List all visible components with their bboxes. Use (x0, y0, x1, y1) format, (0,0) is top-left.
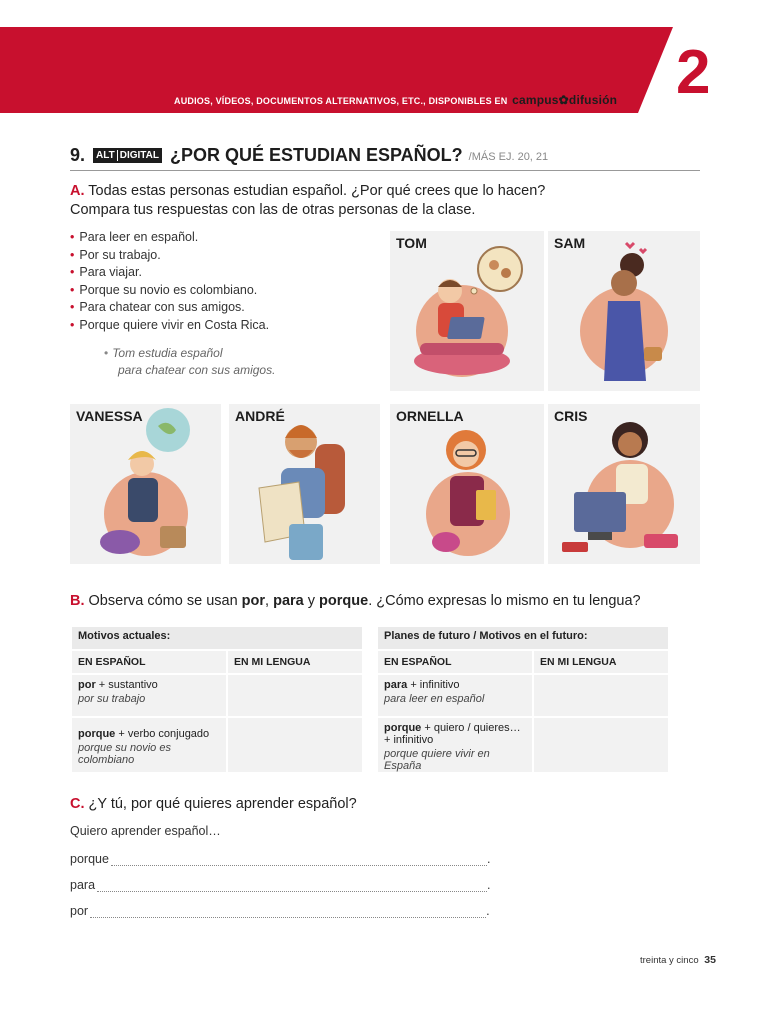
andre-illustration (229, 404, 380, 564)
character-name: CRIS (554, 408, 588, 424)
character-card-tom (390, 231, 544, 391)
exercise-heading: ¿POR QUÉ ESTUDIAN ESPAÑOL? (169, 145, 463, 165)
list-item: • Porque quiere vivir en Costa Rica. (70, 317, 269, 335)
answer-line-field[interactable] (97, 880, 487, 892)
vanessa-illustration (70, 404, 221, 564)
page-number-words: treinta y cinco (640, 955, 699, 966)
rule-text: + quiero / quieres… (424, 722, 521, 734)
answer-line-label: por (70, 904, 89, 918)
table-caption: Planes de futuro / Motivos en el futuro: (378, 627, 668, 649)
rule-text-2: + infinitivo (384, 734, 434, 746)
title-divider (70, 170, 700, 171)
column-header: EN MI LENGUA (534, 651, 668, 673)
unit-number: 2 (676, 38, 711, 107)
character-card-ornella (390, 404, 544, 564)
answer-line-end: . (486, 904, 490, 918)
list-item: • Porque su novio es colombiano. (70, 282, 269, 300)
example-line-2: para chatear con sus amigos. (118, 363, 276, 377)
instruction-line-1: Todas estas personas estudian español. ¿Por qué crees que lo hacen? (88, 183, 546, 199)
alt-digital-badge[interactable] (93, 148, 162, 163)
answer-cell[interactable] (534, 718, 668, 772)
character-card-andre (229, 404, 380, 564)
badge-alt: ALT (96, 150, 118, 161)
rule-text: + sustantivo (98, 679, 158, 691)
answer-line-end: . (486, 852, 491, 866)
header-banner (174, 93, 617, 107)
rule-example: por su trabajo (78, 693, 146, 705)
section-b-instruction (70, 592, 641, 611)
section-a-instruction-2: Compara tus respuestas con las de otras personas de la clase. (70, 202, 476, 218)
column-header: EN MI LENGUA (228, 651, 362, 673)
rule-keyword: por (78, 679, 96, 691)
answer-cell[interactable] (228, 718, 362, 772)
section-b-text-2: . ¿Cómo expresas lo mismo en tu lengua? (368, 593, 641, 609)
answer-line-end: . (487, 878, 491, 892)
example-line-1: Tom estudia español (112, 346, 223, 360)
section-a-instruction (70, 182, 545, 201)
answer-line-label: porque (70, 852, 109, 866)
character-name: SAM (554, 235, 586, 251)
section-c-prompt: Quiero aprender español… (70, 824, 221, 838)
section-c-question (70, 795, 357, 814)
table-row (378, 716, 668, 772)
exercise-reference: /MÁS EJ. 20, 21 (468, 151, 549, 163)
section-c-text: ¿Y tú, por qué quieres aprender español? (88, 796, 357, 812)
table-cell (378, 675, 534, 716)
rule-text: + verbo conjugado (118, 728, 210, 740)
badge-digital: DIGITAL (119, 150, 159, 161)
table-row (72, 716, 362, 772)
character-name: VANESSA (76, 408, 143, 424)
list-item: • Para leer en español. (70, 229, 269, 247)
rule-example: porque su novio es colombiano (78, 742, 171, 766)
sam-illustration (548, 231, 700, 391)
character-card-cris (548, 404, 700, 564)
section-b-letter: B. (70, 593, 85, 609)
table-cell (72, 718, 228, 772)
answer-line-para (70, 878, 491, 892)
section-b-sep-1: , (265, 593, 270, 609)
exercise-number: 9. (70, 145, 86, 165)
rule-keyword: porque (78, 728, 116, 740)
table-cell (378, 718, 534, 772)
table-row (72, 673, 362, 716)
character-name: ANDRÉ (235, 408, 285, 424)
table-row (378, 673, 668, 716)
table-motivos-actuales (72, 627, 362, 772)
section-b-text-1: Observa cómo se usan (88, 593, 238, 609)
rule-example: para leer en español (384, 693, 485, 705)
list-item: • Por su trabajo. (70, 247, 269, 265)
rule-keyword: porque (384, 722, 422, 734)
tom-illustration (390, 231, 544, 391)
cris-illustration (548, 404, 700, 564)
rule-text: + infinitivo (410, 679, 460, 691)
table-header-row (72, 649, 362, 673)
page-footer (640, 954, 716, 966)
keyword-por: por (241, 593, 266, 609)
character-card-sam (548, 231, 700, 391)
list-item: • Para chatear con sus amigos. (70, 299, 269, 317)
rule-example: porque quiere vivir en España (384, 748, 490, 772)
brand-logo[interactable]: campus✿difusión (512, 93, 618, 107)
page-number: 35 (704, 954, 716, 966)
section-a-letter: A. (70, 183, 85, 199)
answer-line-por (70, 904, 490, 918)
table-caption: Motivos actuales: (72, 627, 362, 649)
reasons-list (70, 229, 269, 335)
list-item: • Para viajar. (70, 264, 269, 282)
answer-cell[interactable] (534, 675, 668, 716)
table-cell (72, 675, 228, 716)
ornella-illustration (390, 404, 544, 564)
exercise-title (70, 145, 548, 166)
table-header-row (378, 649, 668, 673)
example-answer: • Tom estudia español para chatear con sus amigos. (104, 346, 276, 377)
character-card-vanessa (70, 404, 221, 564)
section-c-letter: C. (70, 796, 85, 812)
answer-line-field[interactable] (90, 906, 486, 918)
keyword-porque: porque (319, 593, 369, 609)
column-header: EN ESPAÑOL (72, 651, 228, 673)
table-planes-futuro (378, 627, 668, 772)
answer-line-porque (70, 852, 490, 866)
answer-cell[interactable] (228, 675, 362, 716)
keyword-para: para (273, 593, 304, 609)
character-name: ORNELLA (396, 408, 464, 424)
rule-keyword: para (384, 679, 408, 691)
character-name: TOM (396, 235, 427, 251)
section-b-sep-2: y (307, 593, 316, 609)
answer-line-label: para (70, 878, 96, 892)
banner-text: AUDIOS, VÍDEOS, DOCUMENTOS ALTERNATIVOS, ETC., DISPONIBLES EN (174, 96, 508, 106)
answer-line-field[interactable] (111, 854, 487, 866)
column-header: EN ESPAÑOL (378, 651, 534, 673)
